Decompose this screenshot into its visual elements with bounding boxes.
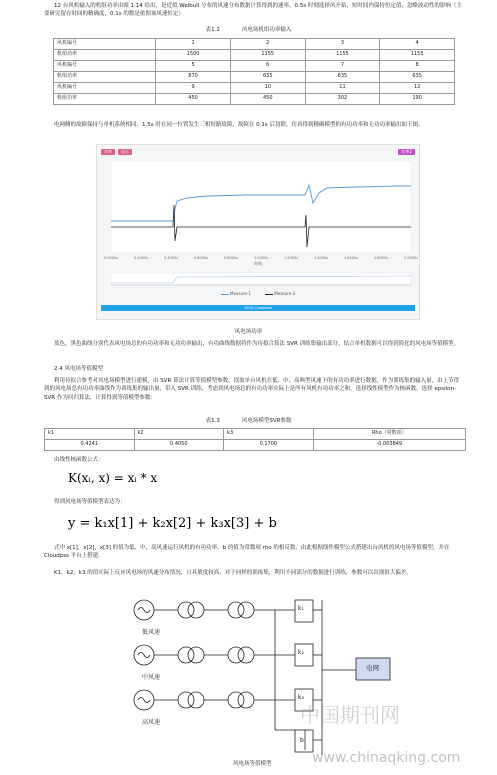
table-cell: 635	[305, 72, 380, 83]
table-cell: 635	[230, 72, 305, 83]
t2-value-rho: -0.003849	[313, 440, 465, 451]
table-cell: 450	[156, 94, 231, 105]
x-tick-label: 0.8000s	[223, 256, 239, 260]
paragraph-curves: 蓝色，黑色曲线分别代表风电场总的有功功率和无功功率输出，有功曲线数据将作为待拟合算法 SVR 训练集输出部分，结合单机数据可以得到简化的风电场等值模型。	[54, 341, 460, 347]
kernel-formula: K(xᵢ, x) = xᵢ * x	[68, 471, 158, 485]
paragraph-explain: 式中 x[1]，x[2]，x[3] 的值为低、中、高风速运行风机的有功功率，b 的值为常数项 rho 的相反数，由此根据线性模型公式搭建出台风机的风电场等值模型，并在 Cloudpss 平台上搭建。	[44, 545, 450, 560]
chart-legend	[97, 291, 419, 297]
table1	[53, 38, 455, 105]
progress-bar	[101, 305, 415, 311]
legend-item-2: Measure-2	[265, 291, 295, 297]
table-cell: 12	[380, 83, 455, 94]
table-cell: 2	[230, 39, 305, 50]
table-cell: 1500	[156, 50, 231, 61]
watermark-cn: 中国期刊网	[300, 703, 400, 727]
x-tick-label: 0.2000s	[133, 256, 149, 260]
table-row	[54, 72, 455, 83]
t2-header-k1: k1	[45, 429, 135, 440]
b-label: b	[300, 737, 304, 744]
x-tick-label: 0.6000s	[193, 256, 209, 260]
low-speed-label: 低风速	[142, 629, 161, 636]
high-speed-label: 高风速	[142, 719, 161, 726]
chart-tab-a[interactable]: 功率	[101, 149, 115, 155]
row-label: 机组功率	[54, 94, 156, 105]
x-axis-label: 时间	[254, 261, 262, 266]
progress-fill: 100% Complete	[101, 305, 415, 311]
t2-value-k3: 0.1700	[224, 440, 314, 451]
table-cell: 1	[156, 39, 231, 50]
watermark-url: www.chinaqking.com	[312, 750, 461, 766]
table1-caption: 表1.2 风电场机组功率输入	[205, 27, 292, 33]
table-cell: 8	[380, 61, 455, 72]
model-formula: y = k₁x[1] + k₂x[2] + k₃x[3] + b	[68, 516, 277, 531]
table-cell: 450	[230, 94, 305, 105]
t2-value-k2: 0.4050	[134, 440, 224, 451]
chart-tab-c[interactable]: 功率2	[398, 149, 415, 155]
power-chart	[96, 144, 420, 320]
k2-label: k₂	[298, 649, 304, 656]
x-tick-label: 1.0000s	[253, 256, 269, 260]
table-cell: 1155	[380, 50, 455, 61]
row-label: 机组功率	[54, 72, 156, 83]
table2	[44, 428, 466, 451]
paragraph-sensitivity: K1，k2，k3 的值实际上反应风电场的风速分布情况，且具敏度较高，对于同样的训练集，利用不同部分的数据进行训练，参数可以出现很大偏差。	[54, 570, 412, 576]
row-label: 机组功率	[54, 50, 156, 61]
table-row	[54, 83, 455, 94]
t2-header-k3: k3	[224, 429, 314, 440]
table-cell: 11	[305, 83, 380, 94]
t2-value-k1: 0.4241	[45, 440, 135, 451]
table-cell: 3	[305, 39, 380, 50]
table-cell: 635	[380, 72, 455, 83]
t2-header-k2: k2	[134, 429, 224, 440]
x-tick-label: 1.4000s	[313, 256, 329, 260]
mid-speed-label: 中风速	[142, 674, 161, 681]
table2-caption: 表1.3 风电场模型SVR参数	[205, 418, 292, 424]
table-cell: 9	[156, 83, 231, 94]
chart-tab-b[interactable]: 电压	[118, 149, 132, 155]
table-cell: 1155	[305, 50, 380, 61]
x-tick-label: 1.2000s	[283, 256, 299, 260]
table-row	[54, 94, 455, 105]
k3-label: k₃	[298, 694, 304, 701]
table-row	[54, 61, 455, 72]
paragraph-intro: 12 台风机输入的机组功率由图 1.14 给出，是近似 Weibull 分布的风速分布数据计算得到的速率，0.5s 时刻选择风开始，短时间内保持恒定值，忽略波动性的影响（主要研究留存时间的精确度，0.1s 的数是依据该风速恒定）	[44, 3, 462, 18]
table-row	[54, 39, 455, 50]
table-cell: 6	[230, 61, 305, 72]
table-cell: 4	[380, 39, 455, 50]
x-tick-label: 2.0000s	[403, 256, 419, 260]
t2-header-rho: Rho（常数项）	[313, 429, 465, 440]
table-cell: 10	[230, 83, 305, 94]
section-heading: 2.4 风电场等值模型	[54, 366, 103, 372]
x-tick-label: 0.4000s	[163, 256, 179, 260]
row-label: 风机编号	[54, 39, 156, 50]
x-tick-label: 1.6000s	[343, 256, 359, 260]
equivalent-model-diagram	[130, 590, 420, 770]
table-cell: 190	[380, 94, 455, 105]
paragraph-model: 得到风电场等值模型表达为：	[54, 499, 126, 505]
table-row	[54, 50, 455, 61]
table-cell: 7	[305, 61, 380, 72]
chart-caption: 风电场功率	[234, 329, 263, 335]
table-cell: 5	[156, 61, 231, 72]
paragraph-kernel: 由线性核函数公式：	[54, 457, 104, 463]
paragraph-fault: 电网侧的故障保持与单机系统相同，1.5s 时在同一位置发生三相短路故障，故障在 0.1s 后切除，仿真得到精确模型的有功功率和无功功率输出如下图。	[54, 122, 424, 128]
grid-label: 电网	[366, 664, 379, 672]
k1-label: k₁	[298, 605, 304, 612]
row-label: 风机编号	[54, 61, 156, 72]
paragraph-method: 利用待拟合参考对风电场模型进行建模，由 SVR 算法计算等值模型参数，找取单台风机在低、中、高典型风速下的有功功率进行数据，作为训练集的输入量，由上节得到的风电场总有功功率曲线作为训练集的输出量，带入 SVR 训练，考虑到风电场总的有功功率实际上是所有风机有功功率之和，选择线性模型作为核函数，选择 epsilon-SVR 作为回归算法，计算得到等值模型参数：	[44, 378, 460, 401]
row-label: 风机编号	[54, 83, 156, 94]
legend-item-1: Measure-1	[221, 291, 251, 297]
table-cell: 302	[305, 94, 380, 105]
x-tick-label: 1.8000s	[373, 256, 389, 260]
diagram-caption: 风电场等值模型	[233, 761, 272, 767]
x-tick-label: 0.0000s	[103, 256, 119, 260]
table-cell: 870	[156, 72, 231, 83]
table-cell: 1155	[230, 50, 305, 61]
